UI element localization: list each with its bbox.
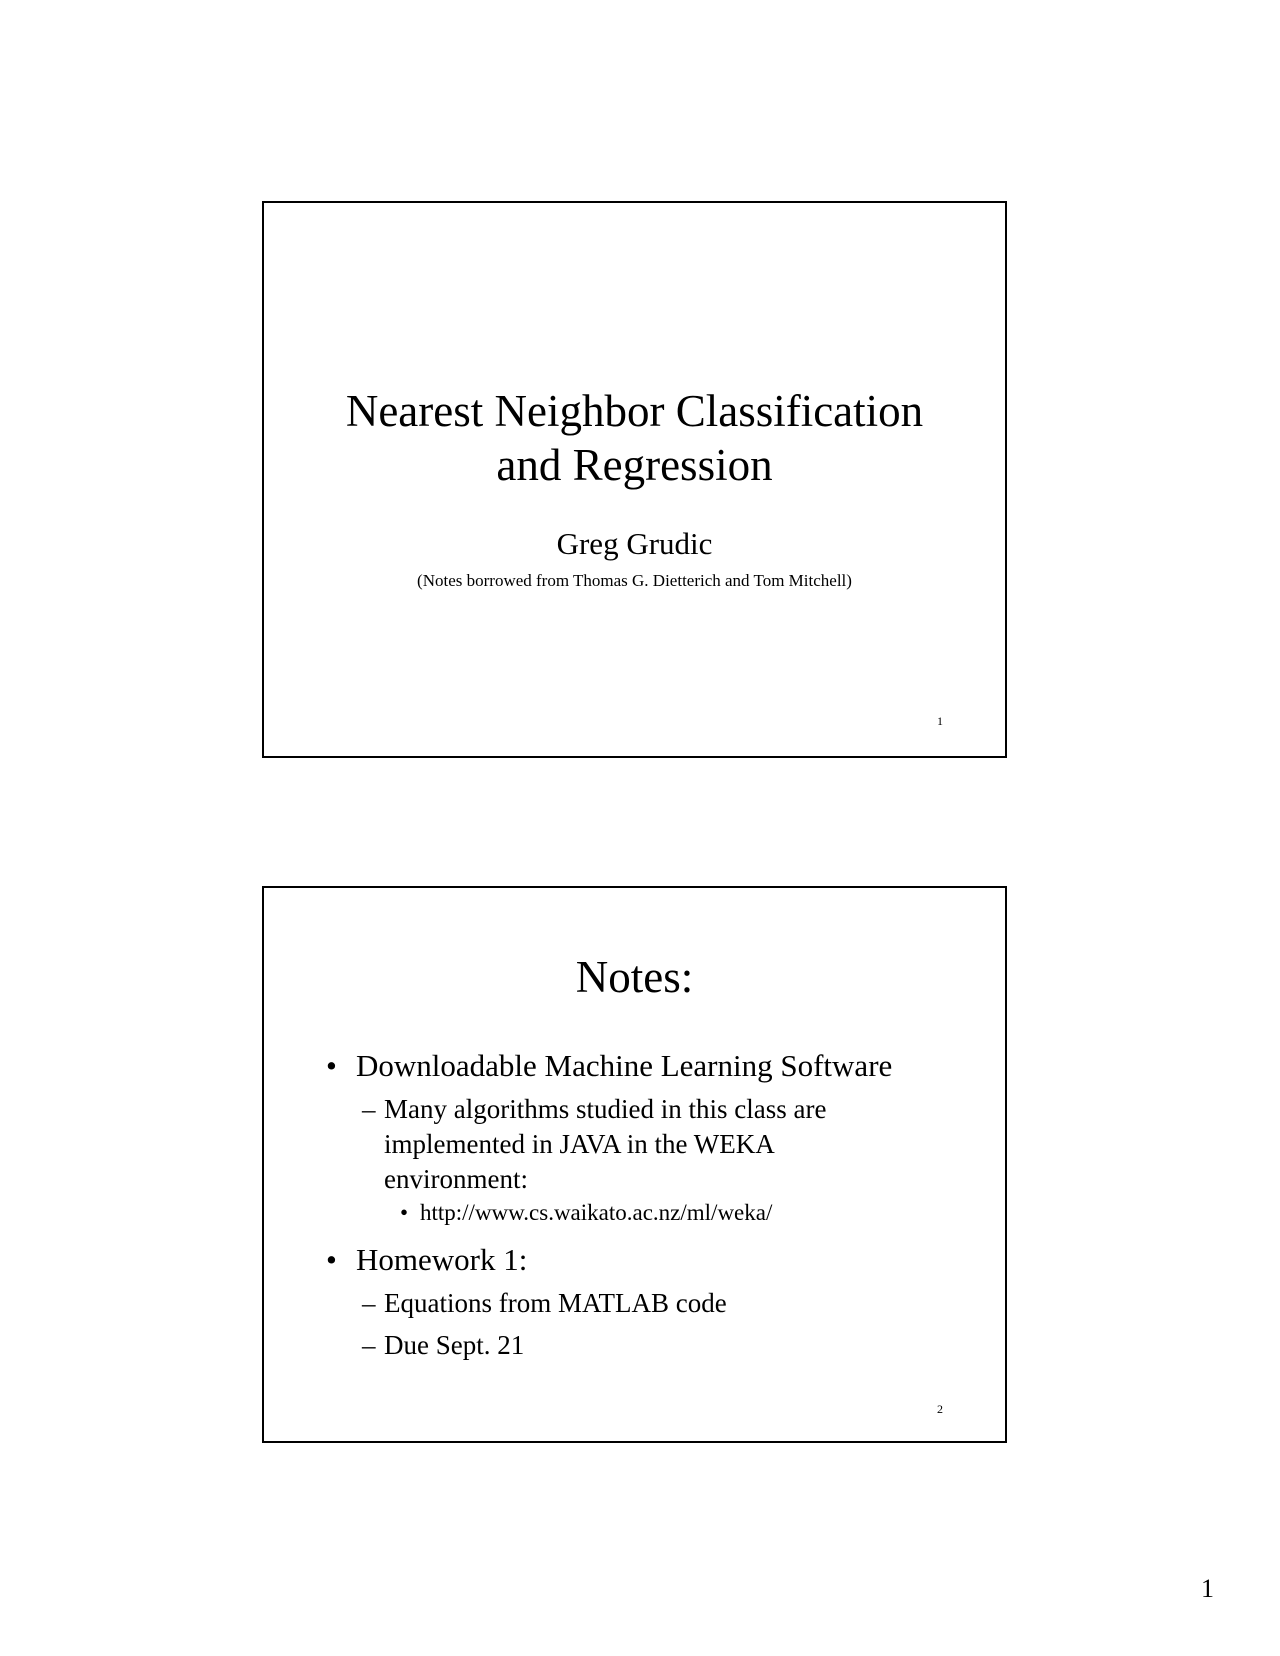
slide-2-number: 2: [937, 1402, 943, 1416]
slide-1: [262, 201, 1007, 758]
sub-bullet-text: Many algorithms studied in this class are implemented in JAVA in the WEKA environment:: [384, 1094, 827, 1194]
slide-2: [262, 886, 1007, 1443]
slide-1-credit: (Notes borrowed from Thomas G. Dietterich and Tom Mitchell): [417, 571, 852, 590]
slide-1-author: Greg Grudic: [556, 526, 713, 561]
sub-bullet-item: [362, 1286, 884, 1321]
slide-1-title-line-1: Nearest Neighbor Classification: [345, 386, 924, 436]
slide-1-number: 1: [937, 714, 943, 728]
sub-bullet-item: [362, 1092, 884, 1197]
sub-bullet-text: Equations from MATLAB code: [384, 1288, 727, 1318]
bullet-text: Homework 1:: [356, 1242, 528, 1277]
sub-bullet-text: Due Sept. 21: [384, 1330, 525, 1360]
bullet-marker: •: [326, 1048, 337, 1083]
dash-marker: –: [362, 1094, 376, 1124]
dash-marker: –: [362, 1288, 376, 1318]
page-number: 1: [1201, 1574, 1214, 1603]
bullet-text: Downloadable Machine Learning Software: [356, 1048, 893, 1083]
slide-1-title: [264, 384, 1005, 492]
sub-sub-bullet-item: [400, 1199, 772, 1227]
dash-marker: –: [362, 1330, 376, 1360]
bullet-marker: •: [400, 1200, 409, 1225]
sub-bullet-item: [362, 1328, 884, 1363]
weka-url: http://www.cs.waikato.ac.nz/ml/weka/: [420, 1200, 773, 1225]
bullet-item: [326, 1048, 892, 1084]
bullet-marker: •: [326, 1242, 337, 1277]
slide-2-title: Notes:: [575, 952, 694, 1002]
slide-1-title-line-2: and Regression: [496, 440, 773, 490]
bullet-item: [326, 1242, 527, 1278]
